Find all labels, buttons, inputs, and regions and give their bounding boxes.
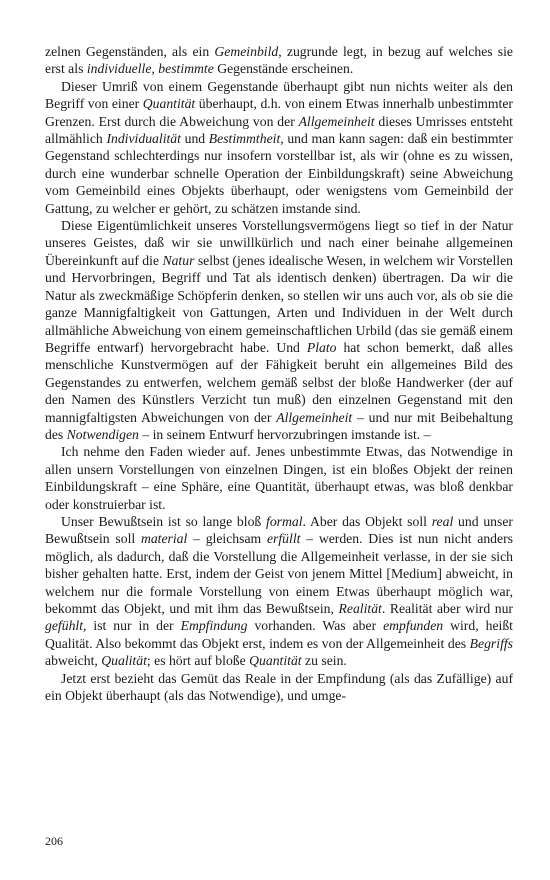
text-run: – werden. Dies ist nun nicht anders möglich, als dadurch, daß die Vorstellung die Allgemeinheit verlasse, in der sie sich bisher gehalten hatte. Erst, indem der Geist von jenem Mittel [Medium] abweicht, in welchem nur die formale Vorstellung von einem Etwas überhaupt möglich war, bekommt das Objekt, und mit ihm das Bewußtsein, (45, 531, 513, 616)
italic-text: gefühlt (45, 618, 84, 634)
text-run: selbst (jenes idealische Wesen, in welchem wir Vorstellen und Hervorbringen, Begriff und Tat als identisch denken) übertragen. Da wir die Natur als zweckmäßige Schöpferin denken, so stellen wir uns auch vor, als ob sie die ganze Mannigfaltigkeit von Gattungen, Arten und Individuen in der Welt durch allmähliche Abweichung von einem gemeinschaftlichen Urbild (das sie gemäß einem Begriffe entwarf) hervorgebracht habe. Und (45, 252, 513, 355)
paragraph (45, 443, 513, 513)
paragraph (45, 43, 513, 78)
text-run: . Aber das Objekt soll (302, 513, 432, 529)
italic-text: material (140, 531, 188, 547)
text-run: und unser Bewußtsein soll (45, 513, 513, 547)
italic-text: Plato (306, 339, 337, 355)
italic-text: individuelle, bestimmte (86, 61, 214, 77)
text-run: zu sein. (301, 653, 347, 669)
text-run: . Realität aber wird nur (381, 601, 513, 616)
text-run: Jetzt erst bezieht das Gemüt das Reale in der Empfindung (als das Zufällige) auf ein Objekt überhaupt (als das Notwendige), und umge- (45, 670, 513, 704)
italic-text: Allgemeinheit (298, 113, 375, 129)
italic-text: Allgemeinheit (276, 409, 353, 425)
italic-text: Quantität (249, 653, 302, 669)
text-run: Diese Eigentümlichkeit unseres Vorstellungsvermögens liegt so tief in der Natur unseres Geistes, daß wir sie unwillkürlich und nach einer beinahe allgemeinen Übereinkunft auf die (45, 218, 513, 268)
italic-text: Qualität (101, 653, 147, 669)
text-run: ; es hört auf bloße (146, 653, 250, 669)
paragraph (45, 513, 513, 670)
text-run: , zugrunde legt, in bezug auf welches sie erst als (45, 44, 513, 77)
italic-text: erfüllt (266, 531, 301, 547)
italic-text: Individualität (106, 131, 181, 147)
italic-text: real (431, 513, 454, 529)
italic-text: formal (266, 513, 303, 529)
italic-text: Gemeinbild (214, 44, 279, 59)
text-run: und (180, 131, 209, 147)
italic-text: Realität (338, 601, 382, 616)
text-run: , ist nur in der (83, 618, 181, 634)
text-run: wird, heißt Qualität. Also bekommt das Objekt erst, indem es von der Allgemeinheit des (45, 618, 513, 651)
text-run: Gegenstände erscheinen. (213, 61, 354, 77)
italic-text: Begriffs (469, 635, 513, 651)
text-run: hat schon bemerkt, daß alles menschliche Kunstvermögen auf der Fähigkeit beruht ein allgemeines Bild des Gegenstandes zu entwerfen, welchem gemäß selbst der bloße Handwerker (der auf den Namen des Künstlers Verzicht tun muß) den einzelnen Gegenstand mit den mannigfaltigsten Abweichungen von der (45, 339, 513, 425)
paragraph (45, 217, 513, 443)
body-text (45, 43, 513, 704)
text-run: Ich nehme den Faden wieder auf. Jenes unbestimmte Etwas, das Notwendige in allen unsern Vorstellungen von einzelnen Dingen, ist ein bloßes Objekt der reinen Einbildungskraft – eine Sphäre, eine Quantität, überhaupt etwas, was bloß denkbar oder konstruierbar ist. (45, 444, 513, 512)
text-run: – in seinem Entwurf hervorzubringen imstande ist. – (138, 426, 431, 442)
text-run: vorhanden. Was aber (247, 618, 384, 634)
italic-text: Bestimmtheit (208, 131, 281, 147)
text-run: Dieser Umriß von einem Gegenstande überhaupt gibt nun nichts weiter als den Begriff von einer (45, 78, 513, 112)
text-run: – gleichsam (187, 531, 267, 547)
text-run: Unser Bewußtsein ist so lange bloß (61, 513, 267, 529)
text-run: überhaupt, d.h. von einem Etwas innerhalb unbestimmter Grenzen. Erst durch die Abweichung von der (45, 96, 513, 129)
italic-text: Empfindung (180, 618, 248, 634)
italic-text: Natur (162, 252, 195, 268)
paragraph (45, 78, 513, 217)
text-run: abweicht, (45, 653, 102, 669)
text-run: – und nur mit Beibehaltung des (45, 409, 513, 442)
text-run: , und man kann sagen: daß ein bestimmter Gegenstand schlechterdings nur insofern vorstellbar ist, als wir (ohne es zu wissen, durch eine wunderbar schnelle Operation der Einbildungskraft) seine Abweichung vom Gemeinbild eines Objekts überhaupt, oder wenigstens vom Gemeinbild der Gattung, zu welcher er gehört, zu schätzen imstande sind. (45, 131, 513, 216)
page-number: 206 (45, 834, 63, 848)
text-run: dieses Umrisses entsteht allmählich (45, 113, 513, 147)
italic-text: empfunden (383, 618, 444, 634)
italic-text: Notwendigen (66, 426, 139, 442)
text-run: zelnen Gegenständen, als ein (45, 44, 215, 59)
italic-text: Quantität (142, 96, 196, 112)
paragraph (45, 670, 513, 705)
